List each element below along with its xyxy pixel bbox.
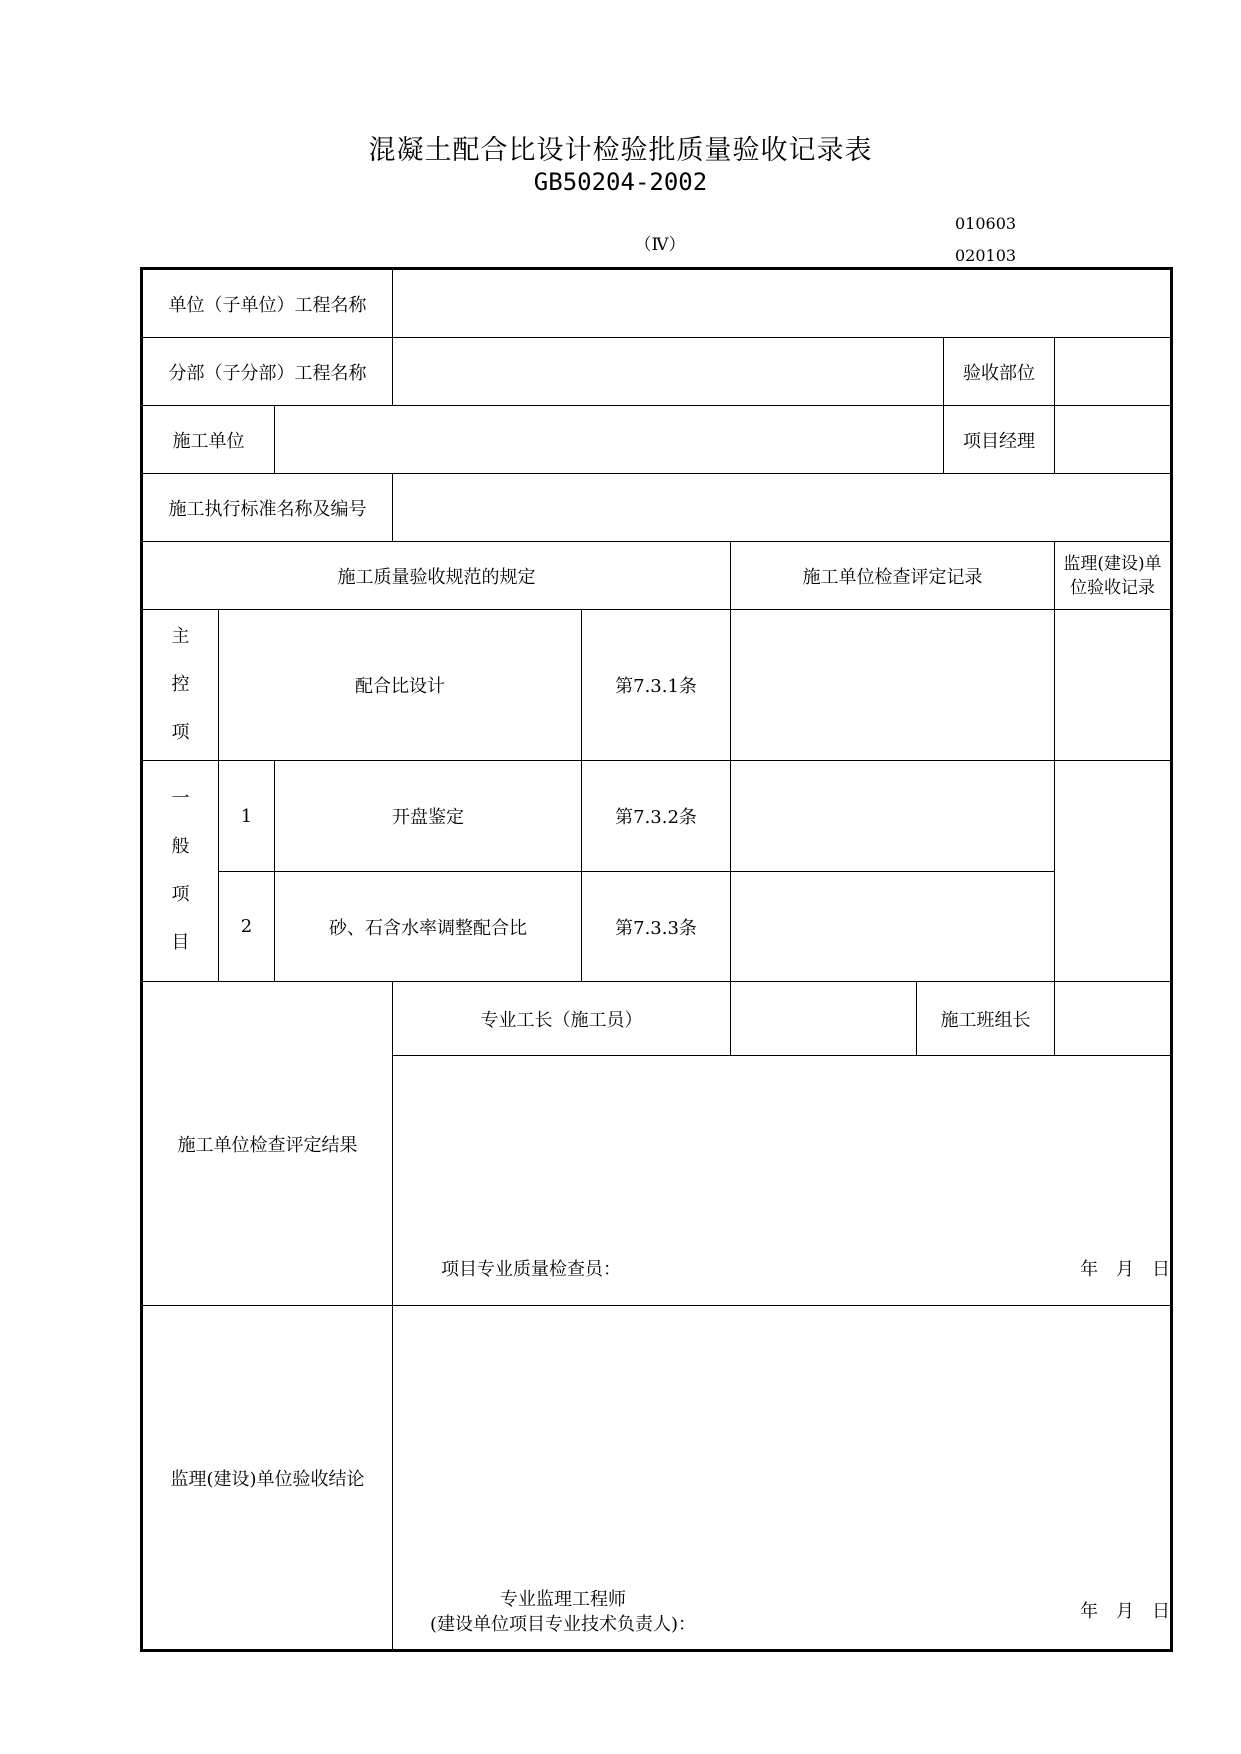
supervisor-conclusion-area[interactable] [393, 1306, 1172, 1651]
supervisor-record-header: 监理(建设)单位验收记录 [1055, 542, 1172, 610]
quality-inspector-label: 项目专业质量检查员： [441, 1259, 622, 1280]
contractor-result-area[interactable] [393, 1056, 1172, 1306]
form-code-2: 020103 [955, 246, 1017, 265]
conclusion-date: 年 月 日 [1080, 1601, 1171, 1622]
general-item-name: 开盘鉴定 [275, 761, 582, 872]
general-item-clause: 第7.3.2条 [582, 761, 731, 872]
standard-label: 施工执行标准名称及编号 [142, 474, 393, 542]
foreman-label: 专业工长（施工员） [393, 982, 731, 1056]
main-control-item: 配合比设计 [219, 610, 582, 761]
standard-code: GB50204-2002 [533, 168, 708, 196]
contractor-result-label: 施工单位检查评定结果 [142, 982, 393, 1306]
contractor-field[interactable] [275, 406, 944, 474]
acceptance-part-label: 验收部位 [944, 338, 1055, 406]
supervisor-conclusion-label: 监理(建设)单位验收结论 [142, 1306, 393, 1651]
general-item-number: 1 [219, 761, 275, 872]
unit-project-label: 单位（子单位）工程名称 [142, 269, 393, 338]
form-code-1: 010603 [955, 214, 1017, 233]
spec-column-header: 施工质量验收规范的规定 [142, 542, 731, 610]
supervising-engineer-label: 专业监理工程师 (建设单位项目专业技术负责人)： [430, 1589, 697, 1635]
team-leader-label: 施工班组长 [917, 982, 1055, 1056]
unit-project-field[interactable] [393, 269, 1172, 338]
general-item-contractor-record[interactable] [731, 872, 1055, 982]
standard-field[interactable] [393, 474, 1172, 542]
general-item-name: 砂、石含水率调整配合比 [275, 872, 582, 982]
team-leader-field[interactable] [1055, 982, 1172, 1056]
main-control-label: 主 控 项 [142, 610, 219, 761]
foreman-field[interactable] [731, 982, 917, 1056]
form-title: 混凝土配合比设计检验批质量验收记录表 [368, 135, 873, 166]
main-control-contractor-record[interactable] [731, 610, 1055, 761]
contractor-label: 施工单位 [142, 406, 275, 474]
contractor-record-header: 施工单位检查评定记录 [731, 542, 1055, 610]
inspection-form-table [140, 267, 1173, 1652]
main-control-supervisor-record[interactable] [1055, 610, 1172, 761]
sub-project-field[interactable] [393, 338, 944, 406]
main-control-clause: 第7.3.1条 [582, 610, 731, 761]
general-item-clause: 第7.3.3条 [582, 872, 731, 982]
section-number: （Ⅳ） [634, 235, 686, 255]
result-date: 年 月 日 [1080, 1259, 1171, 1280]
project-manager-field[interactable] [1055, 406, 1172, 474]
general-item-contractor-record[interactable] [731, 761, 1055, 872]
acceptance-part-field[interactable] [1055, 338, 1172, 406]
general-supervisor-record[interactable] [1055, 761, 1172, 982]
sub-project-label: 分部（子分部）工程名称 [142, 338, 393, 406]
general-item-number: 2 [219, 872, 275, 982]
general-items-label: 一 般 项 目 [142, 761, 219, 982]
project-manager-label: 项目经理 [944, 406, 1055, 474]
